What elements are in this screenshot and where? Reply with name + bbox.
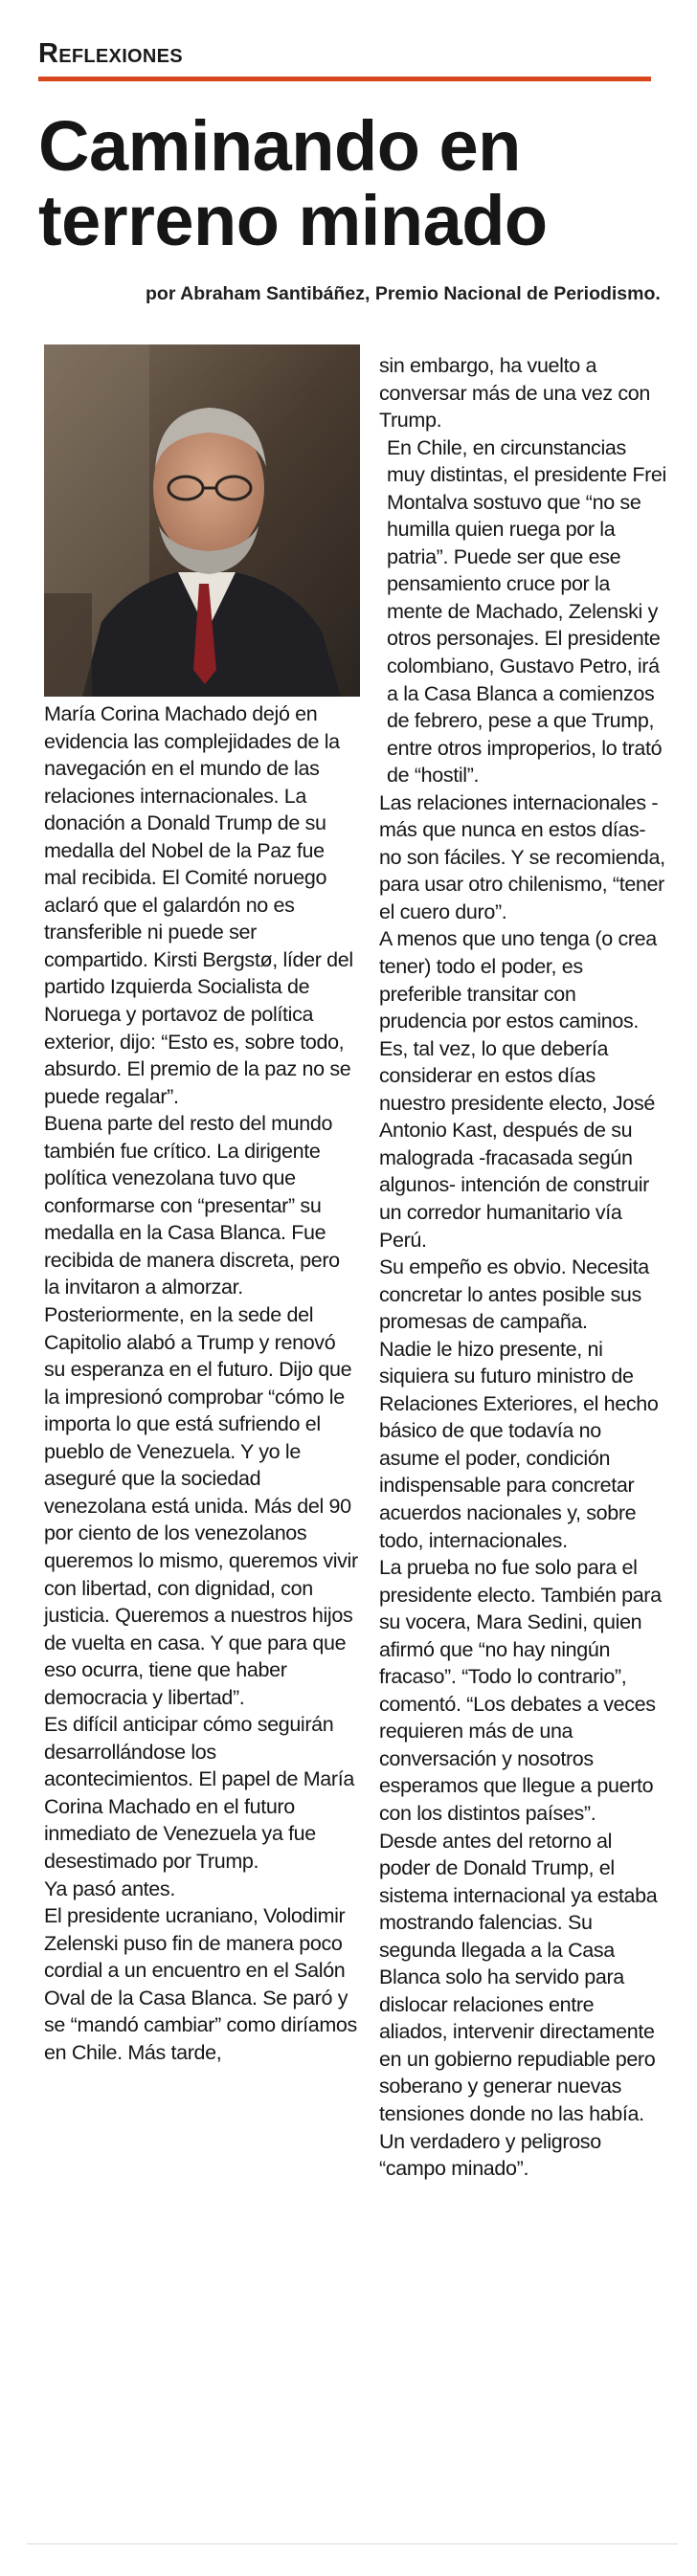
article-paragraph: El presidente ucraniano, Volodimir Zelenski puso fin de manera poco cordial a un encuentro en el Salón Oval de la Casa Blanca. Se paró y se “mandó cambiar” como diríamos en Chile. Más tarde, [44,1904,357,2064]
article-paragraph: En Chile, en circunstancias muy distintas, el presidente Frei Montalva sostuvo que “no se humilla quien ruega por la patria”. Puede ser que ese pensamiento cruce por la mente de Machado, Zelenski y otros personajes. El presidente colombiano, Gustavo Petro, irá a la Casa Blanca a comienzos de febrero, pese a que Trump, entre otros improperios, lo trató de “hostil”. [387,435,666,788]
section-label-text: Reflexiones [38,38,183,69]
article-paragraph: Desde antes del retorno al poder de Donald Trump, el sistema internacional ya estaba mostrando falencias. Su segunda llegada a la Casa Blanca solo ha servido para dislocar relaciones entre aliados, intervenir directamente en un gobierno repudiable pero soberano y generar nuevas tensiones donde no las había. [379,1829,658,2125]
article-paragraph: Su empeño es obvio. Necesita concretar lo antes posible sus promesas de campaña. [379,1255,649,1334]
article-paragraph: Es difícil anticipar cómo seguirán desarrollándose los acontecimientos. El papel de María Corina Machado en el futuro inmediato de Venezuela ya fue desestimado por Trump. [44,1713,354,1873]
section-rule [38,77,651,81]
article-byline: por Abraham Santibáñez, Premio Nacional de Periodismo. [146,283,661,304]
page-bottom-rule [27,2543,678,2544]
article-paragraph: Nadie le hizo presente, ni siquiera su futuro ministro de Relaciones Exteriores, el hecho básico de que todavía no asume el poder, condición indispensable para concretar acuerdos nacionales y, sobre todo, internacionales. [379,1337,659,1552]
article-paragraph: Buena parte del resto del mundo también fue crítico. La dirigente política venezolana tuvo que conformarse con “presentar” su medalla en la Casa Blanca. Fue recibida de manera discreta, pero la invitaron a almorzar. Posteriormente, en la sede del Capitolio alabó a Trump y renovó su esperanza en el futuro. Dijo que la impresionó comprobar “cómo le importa lo que está sufriendo el pueblo de Venezuela. Y yo le aseguré que la sociedad venezolana está unida. Más del 90 por ciento de los venezolanos queremos lo mismo, queremos vivir con libertad, con dignidad, con justicia. Queremos a nuestros hijos de vuelta en casa. Y que para que eso ocurra, tiene que haber democracia y libertad”. [44,1112,358,1709]
article-title-line-1: Caminando en [38,106,521,186]
article-title-line-2: terreno minado [38,181,548,260]
article-paragraph: La prueba no fue solo para el presidente electo. También para su vocera, Mara Sedini, quien afirmó que “no hay ningún fracaso”. “Todo lo contrario”, comentó. “Los debates a veces requieren más de una conversación y nosotros esperamos que llegue a puerto con los distintos países”. [379,1556,662,1825]
article-title [38,106,661,260]
article-paragraph: sin embargo, ha vuelto a conversar más de una vez con Trump. [379,354,650,433]
article-paragraph: A menos que uno tenga (o crea tener) todo el poder, es preferible transitar con prudencia por estos caminos. [379,927,657,1033]
article-paragraph: Es, tal vez, lo que debería considerar en estos días nuestro presidente electo, José Antonio Kast, después de su malograda -fracasada según algunos- intención de construir un corredor humanitario vía Perú. [379,1036,655,1252]
article-paragraph: Las relaciones internacionales -más que nunca en estos días- no son fáciles. Y se recomienda, para usar otro chilenismo, “tener el cuero duro”. [379,790,665,923]
article-column-left [44,700,360,2066]
article-column-right [379,352,666,2183]
author-photo [44,344,360,697]
article-paragraph: María Corina Machado dejó en evidencia las complejidades de la navegación en el mundo de las relaciones internacionales. La donación a Donald Trump de su medalla del Nobel de la Paz fue mal recibida. El Comité noruego aclaró que el galardón no es transferible ni puede ser compartido. Kirsti Bergstø, líder del partido Izquierda Socialista de Noruega y portavoz de política exterior, dijo: “Esto es, sobre todo, absurdo. El premio de la paz no se puede regalar”. [44,702,353,1108]
article-paragraph: Un verdadero y peligroso “campo minado”. [379,2129,601,2181]
section-label [38,38,651,77]
article-paragraph: Ya pasó antes. [44,1876,175,1900]
